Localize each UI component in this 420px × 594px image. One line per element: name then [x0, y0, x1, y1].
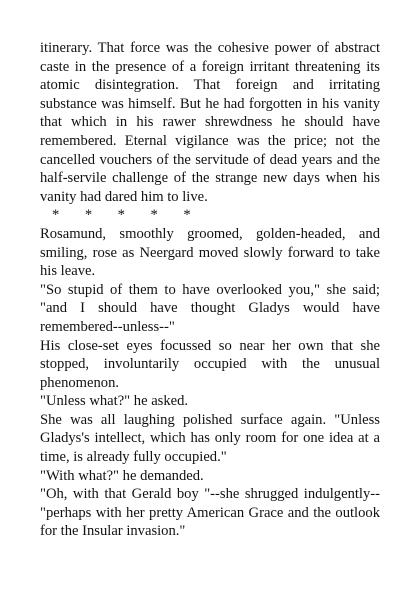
- paragraph-rosamund-rose: Rosamund, smoothly groomed, golden-headed, and smiling, rose as Neergard moved slowly forward to take his leave.: [40, 225, 380, 280]
- paragraph-with-what: "With what?" he demanded.: [40, 467, 204, 484]
- section-break-asterisks: * * * * *: [52, 207, 191, 224]
- paragraph-unless-what: "Unless what?" he asked.: [40, 393, 189, 410]
- paragraph-so-stupid: "So stupid of them to have overlooked you," she said; "and I should have thought Gladys would have remembered--unless--": [40, 281, 380, 335]
- document-page: [40, 39, 380, 541]
- paragraph-itinerary: itinerary. That force was the cohesive power of abstract caste in the presence of a foreign irritant threatening its atomic disintegration. That foreign and irritating substance was himself. But he had forgotten in his vanity that which in his rawer shrewdness he should have remembered. Eternal vigilance was the price; not the cancelled vouchers of the servitude of dead years and the half-servile challenge of the strange new days when his vanity had dared him to live.: [40, 40, 380, 205]
- paragraph-gerald-boy: "Oh, with that Gerald boy "--she shrugged indulgently--"perhaps with her pretty American Grace and the outlook for the Insular invasion.": [40, 486, 380, 540]
- paragraph-close-set-eyes: His close-set eyes focussed so near her own that she stopped, involuntarily occupied with the unusual phenomenon.: [40, 337, 380, 391]
- paragraph-laughing-surface: She was all laughing polished surface again. "Unless Gladys's intellect, which has only room for one idea at a time, is already fully occupied.": [40, 411, 380, 466]
